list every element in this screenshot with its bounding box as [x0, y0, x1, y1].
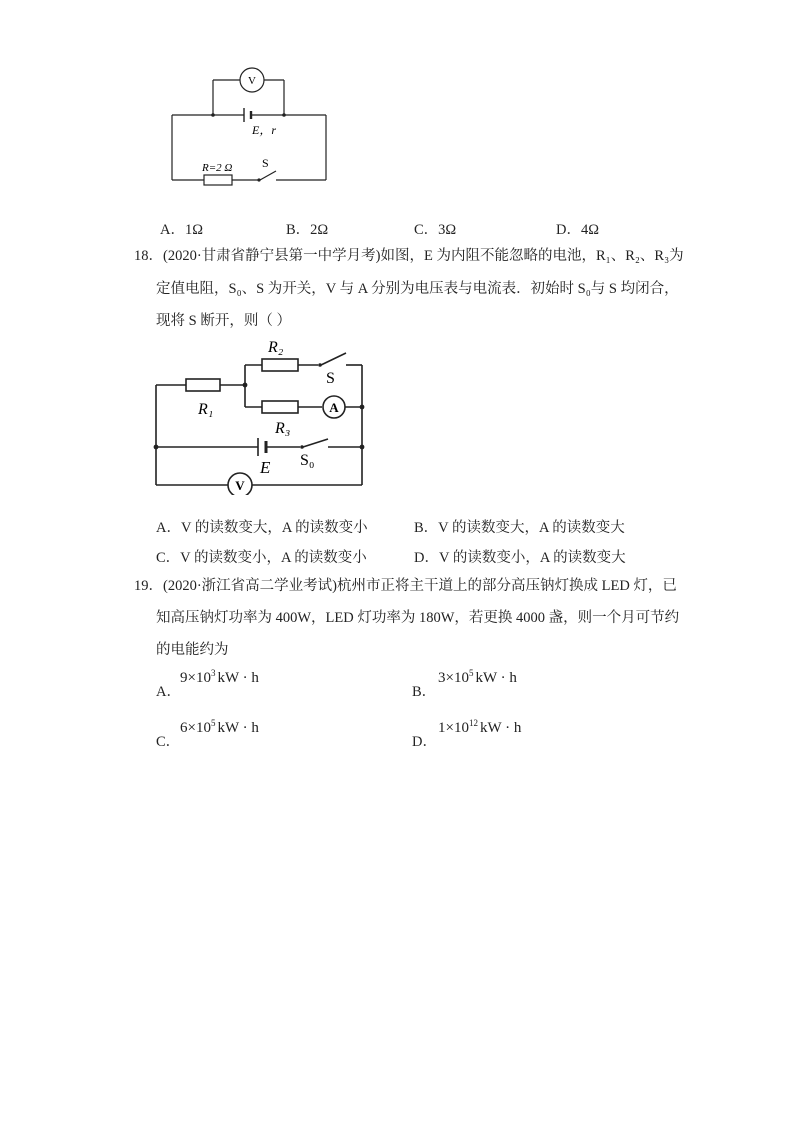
question-19-line-1: 19．(2020·浙江省高二学业考试)杭州市正将主干道上的部分高压钠灯换成 LED 灯，已	[134, 578, 677, 594]
circuit-diagram-q17	[160, 60, 340, 190]
option-letter: B．	[412, 684, 437, 700]
option-letter: A．	[156, 520, 181, 536]
option-text: 4Ω	[580, 222, 600, 238]
option-letter: B．	[286, 222, 311, 238]
option-b[interactable]	[286, 218, 328, 239]
source-e-label: E	[260, 458, 271, 477]
option-value: $9\times 10^3$ kW · h	[180, 668, 259, 686]
option-text: V 的读数变小，A 的读数变大	[438, 550, 626, 566]
option-letter: C．	[414, 222, 439, 238]
question-18-line-2: 定值电阻，S₀、S 为开关，V 与 A 分别为电压表与电流表．初始时 S₀与 S 均闭合，	[156, 281, 679, 297]
option-letter: A．	[160, 222, 185, 238]
option-b[interactable]	[412, 670, 662, 698]
voltmeter-label: V	[248, 75, 256, 87]
option-letter: A．	[156, 684, 181, 700]
question-19-line-2: 知高压钠灯功率为 400W，LED 灯功率为 180W，若更换 4000 盏，则一个月可节约	[156, 610, 680, 626]
option-letter: B．	[414, 520, 439, 536]
r3-label: R₃	[275, 420, 291, 437]
option-value: $1\times 10^{12}$ kW · h	[438, 718, 522, 736]
switch-s0-label: S₀	[300, 452, 315, 469]
switch-label: S	[262, 156, 269, 170]
r2-label: R₂	[268, 339, 284, 356]
question-18-line-3: 现将 S 断开，则（ ）	[156, 313, 291, 329]
switch-s-symbol	[321, 353, 346, 365]
option-c[interactable]	[156, 546, 367, 567]
r1-symbol	[186, 379, 220, 391]
option-d[interactable]	[412, 720, 662, 748]
r1-label: R₁	[198, 401, 214, 418]
circuit-diagram-q18	[150, 335, 375, 495]
option-d[interactable]	[414, 546, 626, 567]
voltmeter-label: V	[235, 478, 245, 493]
r2-symbol	[262, 359, 298, 371]
option-text: V 的读数变大，A 的读数变大	[438, 520, 625, 536]
option-letter: D．	[412, 734, 437, 750]
option-text: V 的读数变小，A 的读数变小	[180, 550, 367, 566]
option-letter: D．	[414, 550, 439, 566]
switch-symbol	[260, 171, 276, 180]
resistor-symbol	[204, 175, 232, 185]
option-text: 2Ω	[310, 222, 329, 238]
ammeter-label: A	[329, 400, 339, 415]
resistor-label: R=2 Ω	[202, 162, 233, 174]
question-18-line-1: 18．(2020·甘肃省静宁县第一中学月考)如图，E 为内阻不能忽略的电池，R₁、R₂、R₃为	[134, 248, 684, 264]
option-text: 1Ω	[184, 222, 204, 238]
r3-symbol	[262, 401, 298, 413]
option-b[interactable]	[414, 516, 625, 537]
option-text: V 的读数变大，A 的读数变小	[180, 520, 368, 536]
option-letter: C．	[156, 550, 181, 566]
switch-s0-symbol	[303, 439, 328, 447]
option-value: $6\times 10^5$ kW · h	[180, 718, 259, 736]
option-a[interactable]	[160, 218, 203, 239]
option-d[interactable]	[556, 218, 599, 239]
switch-s-label: S	[326, 370, 335, 387]
option-text: 3Ω	[438, 222, 457, 238]
option-c[interactable]	[414, 218, 456, 239]
option-letter: D．	[556, 222, 581, 238]
option-a[interactable]	[156, 670, 406, 698]
option-value: $3\times 10^5$ kW · h	[438, 668, 517, 686]
question-19-line-3: 的电能约为	[156, 642, 229, 658]
option-a[interactable]	[156, 516, 368, 537]
source-label: E，r	[252, 123, 277, 137]
option-c[interactable]	[156, 720, 406, 748]
option-letter: C．	[156, 734, 181, 750]
